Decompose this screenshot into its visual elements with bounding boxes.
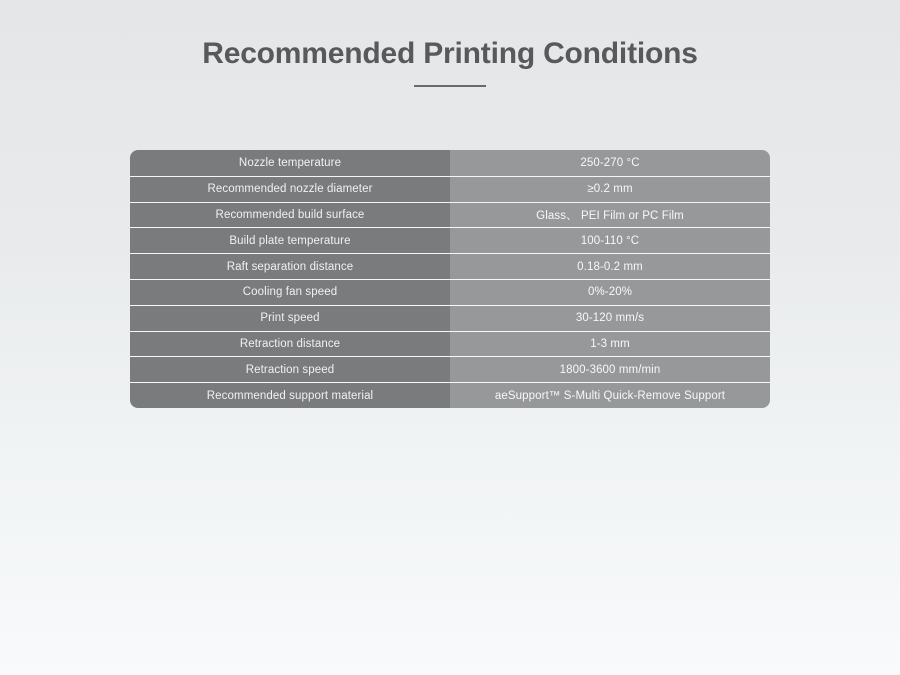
- table-row: [130, 279, 770, 305]
- spec-label-cell: Retraction distance: [130, 332, 450, 357]
- table-row: [130, 227, 770, 253]
- table-row: [130, 253, 770, 279]
- table-row: [130, 305, 770, 331]
- spec-value-cell: aeSupport™ S-Multi Quick-Remove Support: [450, 383, 770, 408]
- spec-value-cell: ≥0.2 mm: [450, 177, 770, 202]
- spec-table: [130, 150, 770, 408]
- page-title: Recommended Printing Conditions: [202, 37, 698, 70]
- spec-label-cell: Retraction speed: [130, 357, 450, 382]
- spec-label-cell: Nozzle temperature: [130, 150, 450, 176]
- spec-value-cell: 1-3 mm: [450, 332, 770, 357]
- spec-label-cell: Cooling fan speed: [130, 280, 450, 305]
- table-row: [130, 176, 770, 202]
- spec-value-cell: 0%-20%: [450, 280, 770, 305]
- spec-label-cell: Raft separation distance: [130, 254, 450, 279]
- spec-label-cell: Recommended support material: [130, 383, 450, 408]
- table-row: [130, 150, 770, 176]
- spec-value-cell: 100-110 °C: [450, 228, 770, 253]
- spec-value-cell: 30-120 mm/s: [450, 306, 770, 331]
- spec-label-cell: Recommended nozzle diameter: [130, 177, 450, 202]
- table-row: [130, 382, 770, 408]
- spec-label-cell: Print speed: [130, 306, 450, 331]
- spec-label-cell: Build plate temperature: [130, 228, 450, 253]
- table-row: [130, 356, 770, 382]
- spec-value-cell: 250-270 °C: [450, 150, 770, 176]
- spec-label-cell: Recommended build surface: [130, 203, 450, 228]
- table-row: [130, 202, 770, 228]
- spec-value-cell: Glass、 PEI Film or PC Film: [450, 203, 770, 228]
- spec-value-cell: 1800-3600 mm/min: [450, 357, 770, 382]
- spec-value-cell: 0.18-0.2 mm: [450, 254, 770, 279]
- table-row: [130, 331, 770, 357]
- title-underline: [414, 85, 486, 87]
